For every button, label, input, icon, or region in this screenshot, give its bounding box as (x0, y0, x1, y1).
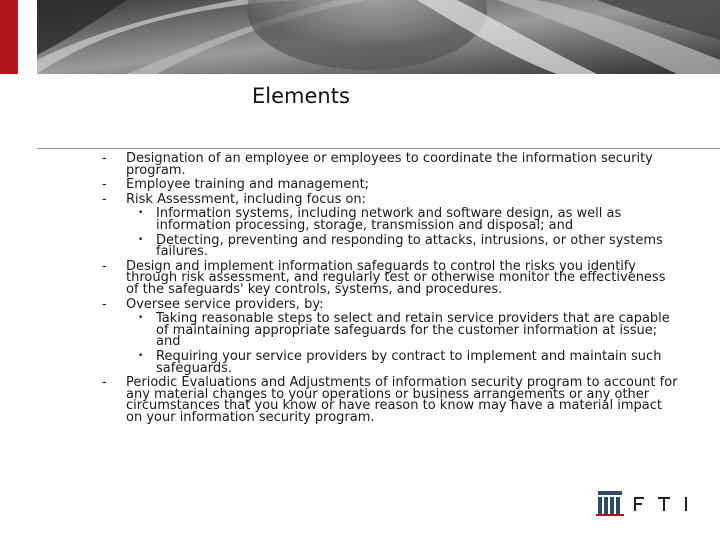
dash-marker: - (102, 177, 107, 193)
bullet-marker: • (138, 350, 144, 361)
item-text: Oversee service providers, by: (126, 296, 324, 312)
dash-marker: - (102, 296, 107, 312)
list-item (102, 258, 682, 297)
sub-item (126, 313, 682, 348)
dash-marker: - (102, 258, 107, 274)
sub-item-text: Taking reasonable steps to select and retain service providers that are capable of maintaining appropriate safeguards for the customer information at issue; and (156, 311, 670, 350)
bullet-marker: • (138, 313, 144, 324)
list-item (102, 153, 682, 176)
red-accent-bar (0, 0, 18, 74)
item-text: Periodic Evaluations and Adjustments of information security program to account for any material changes to your operations or business arrangements or any other circumstances that you know or have reason to know may have a material impact on your information security program. (126, 375, 678, 425)
item-text: Design and implement information safeguards to control the risks you identify through risk assessment, and regularly test or otherwise monitor the effectiveness of the safeguards' key controls, systems, and procedures. (126, 258, 666, 297)
bullet-marker: • (138, 234, 144, 245)
slide-title: Elements (252, 84, 350, 108)
dash-marker: - (102, 191, 107, 207)
bullet-list (102, 153, 682, 426)
list-item (102, 179, 682, 191)
list-item (102, 296, 682, 376)
sub-item-text: Requiring your service providers by contract to implement and maintain such safeguards. (156, 348, 662, 376)
dash-marker: - (102, 151, 107, 166)
item-text: Risk Assessment, including focus on: (126, 191, 367, 207)
bullet-marker: • (138, 208, 144, 219)
title-divider (37, 148, 720, 149)
sub-item (126, 232, 682, 260)
fti-logo (596, 488, 706, 518)
sub-item (126, 208, 682, 231)
sub-item (126, 348, 682, 376)
header-architecture-photo (37, 0, 720, 74)
list-item (102, 377, 682, 423)
sub-item-text: Information systems, including network and software design, as well as information processing, storage, transmission and disposal; and (156, 206, 622, 233)
list-item (102, 191, 682, 260)
dash-marker: - (102, 375, 107, 391)
sub-item-text: Detecting, preventing and responding to attacks, intrusions, or other systems failures. (156, 232, 663, 260)
item-text: Designation of an employee or employees to coordinate the information security program. (126, 151, 653, 178)
item-text: Employee training and management; (126, 177, 370, 193)
